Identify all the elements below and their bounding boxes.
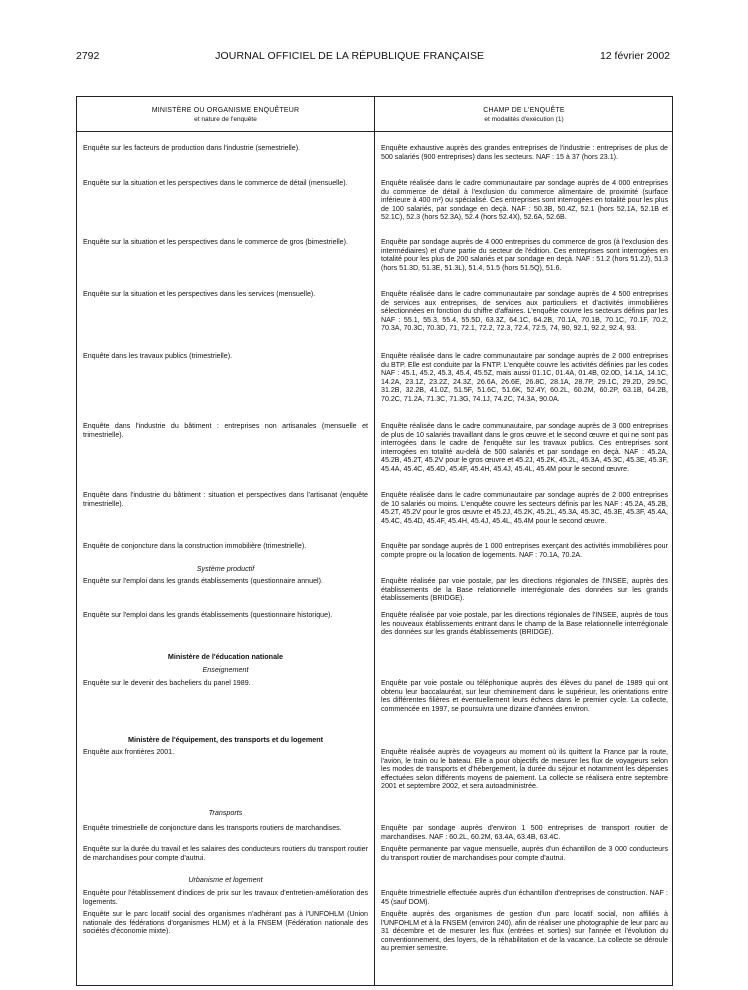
- journal-title: JOURNAL OFFICIEL DE LA RÉPUBLIQUE FRANÇAISE: [215, 50, 485, 62]
- table-row: [77, 179, 674, 222]
- survey-scope: Enquête par sondage auprès d'environ 1 500 entreprises de transport routier de marchandises. NAF : 60.2L, 60.2M, 63.4A, 63.4B, 63.4C.: [381, 824, 668, 841]
- survey-table: [76, 96, 673, 986]
- table-row: [77, 845, 674, 862]
- survey-scope: Enquête trimestrielle effectuée auprès d'un échantillon d'entreprises de construction. NAF : 45 (sauf DOM).: [381, 889, 668, 906]
- survey-scope: Enquête réalisée dans le cadre communautaire par sondage auprès de 2 000 entreprises du BTP. Elle est conduite par la FNTP. L'enquête couvre les activités définies par les codes NAF : 45.1, 45.2, 45.3, 45.4, 45.5Z, mais aussi 01.1C, 01.4A, 01.4B, 02.0D, 14.1A, 14.1C, 14.2A, 23.1Z, 23.2Z, 24.3Z, 26.6A, 26.6E, 26.8C, 28.1A, 28.7P, 29.1C, 29.2D, 29.5C, 31.2B, 32.2B, 41.0Z, 51.5F, 51.6C, 51.6K, 52.4Y, 60.2L, 60.2M, 60.2P, 63.1B, 64.2B, 70.2C, 71.2A, 71.3C, 71.3G, 74.1J, 74.2C, 74.3A, 90.0A.: [381, 352, 668, 403]
- section-heading-ministere-education: Ministère de l'éducation nationale: [167, 652, 284, 661]
- survey-scope: Enquête auprès des organismes de gestion d'un parc locatif social, non affiliés à l'UNFOHLM et à la FNSEM (environ 240), afin de réaliser une photographie de leur parc au 31 décembre et de mesurer les flux (entrées et sorties) sur l'année et l'évolution du conventionnement, des loyers, de la réhabilitation et de la vacance. La collecte se déroule au premier semestre.: [381, 910, 668, 953]
- survey-name: Enquête sur le parc locatif social des organismes n'adhérant pas à l'UNFOHLM (Union nationale des fédérations d'organismes HLM) et à la FNSEM (Fédération nationale des sociétés d'économie mixte).: [83, 910, 368, 936]
- section-heading-ministere-equipement: Ministère de l'équipement, des transports et du logement: [127, 735, 323, 744]
- survey-name: Enquête sur la situation et les perspectives dans le commerce de gros (bimestrielle).: [83, 238, 348, 246]
- survey-name: Enquête sur la durée du travail et les salaires des conducteurs routiers du transport routier de marchandises pour compte d'autrui.: [83, 845, 368, 862]
- survey-scope: Enquête réalisée dans le cadre communautaire par sondage auprès de 4 500 entreprises de services aux entreprises, de services aux particuliers et d'activités immobilières sélectionnées en fonction du chiffre d'affaires. L'enquête couvre les secteurs définis par les NAF : 55.1, 55.3, 55.4, 55.5D, 63.3Z, 64.1C, 64.2B, 70.1A, 70.1B, 70.1C, 70.1F, 70.2, 70.3A, 70.3C, 70.3D, 71, 72.1, 72.2, 72.3, 72.4, 72.5, 74, 90, 92.1, 92.2, 92.4, 93.: [381, 290, 668, 333]
- survey-name: Enquête sur le devenir des bacheliers du panel 1989.: [83, 679, 251, 687]
- right-column-subtitle: et modalités d'exécution (1): [484, 115, 564, 123]
- survey-name: Enquête sur l'emploi dans les grands établissements (questionnaire historique).: [83, 611, 333, 619]
- right-column-header: [375, 107, 673, 124]
- survey-scope: Enquête réalisée par voie postale, par les directions régionales de l'INSEE, auprès des établissements de la Base relationnelle interrégionale des données sur les grands établissements (BRIDGE).: [381, 577, 668, 603]
- survey-scope: Enquête exhaustive auprès des grandes entreprises de l'industrie : entreprises de plus de 500 salariés (900 entreprises) dans les secteurs. NAF : 15 à 37 (hors 23.1).: [381, 144, 668, 161]
- table-row: [77, 824, 674, 841]
- right-column-title: CHAMP DE L'ENQUÊTE: [483, 107, 565, 114]
- table-row: [77, 290, 674, 333]
- table-row: [77, 352, 674, 404]
- survey-name: Enquête dans les travaux publics (trimestrielle).: [83, 352, 233, 360]
- header-rule: [77, 131, 672, 132]
- table-row: [77, 422, 674, 474]
- section-heading-systeme-productif: Système productif: [196, 564, 255, 573]
- section-heading-urbanisme: Urbanisme et logement: [188, 875, 263, 884]
- left-column-header: [77, 107, 374, 124]
- table-row: [77, 577, 674, 603]
- left-column-subtitle: et nature de l'enquête: [194, 115, 257, 123]
- survey-name: Enquête sur les facteurs de production dans l'industrie (semestrielle).: [83, 144, 301, 152]
- table-row: [77, 679, 674, 713]
- survey-scope: Enquête réalisée dans le cadre communautaire par sondage auprès de 4 000 entreprises du commerce de détail à l'exclusion du commerce alimentaire de proximité (surface inférieure à 400 m²) ou spécialisé. Ces entreprises sont interrogées en totalité pour les plus de 100 salariés, par sondage en deçà. NAF : 50.3B, 50.4Z, 52.1 (hors 52.1A, 52.1B et 52.1C), 52.3 (hors 52.3A), 52.4 (hors 52.4X), 52.6A, 52.6B.: [381, 179, 668, 222]
- survey-scope: Enquête par sondage auprès de 1 000 entreprises exerçant des activités immobilières pour compte propre ou la location de logements. NAF : 70.1A, 70.2A.: [381, 542, 668, 559]
- page-number: 2792: [76, 50, 100, 62]
- section-heading-transports: Transports: [208, 808, 243, 817]
- page-header: [76, 50, 670, 62]
- survey-scope: Enquête par sondage auprès de 4 000 entreprises du commerce de gros (à l'exclusion des intermédiaires) et d'une partie du secteur de l'édition. Ces entreprises sont interrogées en totalité pour les plus de 200 salariés et par sondage en deçà. NAF : 51.2 (hors 51.2J), 51.3 (hors 51.3D, 51.3E, 51.3L), 51.4, 51.5 (hors 51.5Q), 51.6.: [381, 238, 668, 272]
- survey-scope: Enquête réalisée dans le cadre communautaire par sondage auprès de 2 000 entreprises de 10 salariés ou moins. L'enquête couvre les secteurs définis par les NAF : 45.2A, 45.2B, 45.2T, 45.2V pour le gros œuvre et 45.2J, 45.2K, 45.2L, 45.3A, 45.3C, 45.3E, 45.3F, 45.4A, 45.4C, 45.4D, 45.4F, 45.4H, 45.4J, 45.4L, 45.4M pour le second œuvre.: [381, 491, 668, 525]
- table-row: [77, 889, 674, 906]
- survey-scope: Enquête par voie postale ou téléphonique auprès des élèves du panel de 1989 qui ont obtenu leur baccalauréat, sur leur cheminement dans le supérieur, les orientations entre les différentes filières et éventuellement leurs échecs dans le premier cycle. La collecte, commencée en 1997, se poursuivra une dizaine d'années environ.: [381, 679, 668, 713]
- table-row: [77, 491, 674, 525]
- left-column-title: MINISTÈRE OU ORGANISME ENQUÊTEUR: [151, 107, 300, 114]
- survey-scope: Enquête réalisée auprès de voyageurs au moment où ils quittent la France par la route, l'avion, le train ou le bateau. Elle a pour objectifs de mesurer les flux de voyageurs selon les modes de transports et d'hébergement, la durée du séjour et notamment les dépenses effectuées selon différents moyens de paiement. La collecte se réalisera entre septembre 2001 et septembre 2002, et sera autoadministrée.: [381, 748, 668, 791]
- table-row: [77, 748, 674, 791]
- section-heading-enseignement: Enseignement: [202, 665, 249, 674]
- survey-name: Enquête sur l'emploi dans les grands établissements (questionnaire annuel).: [83, 577, 323, 585]
- survey-name: Enquête trimestrielle de conjoncture dans les transports routiers de marchandises.: [83, 824, 342, 832]
- publication-date: 12 février 2002: [599, 50, 670, 62]
- survey-name: Enquête dans l'industrie du bâtiment : entreprises non artisanales (mensuelle et trimestrielle).: [83, 422, 368, 439]
- table-row: [77, 238, 674, 272]
- table-row: [77, 542, 674, 559]
- table-row: [77, 611, 674, 637]
- survey-name: Enquête sur la situation et les perspectives dans le commerce de détail (mensuelle).: [83, 179, 348, 187]
- survey-scope: Enquête réalisée par voie postale, par les directions régionales de l'INSEE, auprès de tous les nouveaux établissements entrant dans le champ de la Base relationnelle interrégionale des données sur les grands établissements (BRIDGE).: [381, 611, 668, 637]
- survey-name: Enquête aux frontières 2001.: [83, 748, 175, 756]
- survey-scope: Enquête réalisée dans le cadre communautaire, par sondage auprès de 3 000 entreprises de plus de 10 salariés travaillant dans le gros œuvre et le second œuvre et qui ne sont pas interrogées dans le cadre de l'enquête sur les travaux publics. Ces entreprises sont interrogées en totalité au-delà de 500 salariés et par sondage en deçà. NAF : 45.2A, 45.2B, 45.2T, 45.2V pour le gros œuvre et 45.2J, 45.2K, 45.2L, 45.3A, 45.3C, 45.3E, 45.3F, 45.4A, 45.4C, 45.4D, 45.4F, 45.4H, 45.4J, 45.4L, 45.4M pour le second œuvre.: [381, 422, 668, 473]
- survey-name: Enquête de conjoncture dans la construction immobilière (trimestrielle).: [83, 542, 307, 550]
- survey-name: Enquête sur la situation et les perspectives dans les services (mensuelle).: [83, 290, 316, 298]
- survey-scope: Enquête permanente par vague mensuelle, auprès d'un échantillon de 3 000 conducteurs du transport routier de marchandises pour compte d'autrui.: [381, 845, 668, 862]
- survey-name: Enquête pour l'établissement d'indices de prix sur les travaux d'entretien-amélioration des logements.: [83, 889, 368, 906]
- survey-name: Enquête dans l'industrie du bâtiment : situation et perspectives dans l'artisanat (enquête trimestrielle).: [83, 491, 368, 508]
- table-row: [77, 910, 674, 953]
- table-row: [77, 144, 674, 161]
